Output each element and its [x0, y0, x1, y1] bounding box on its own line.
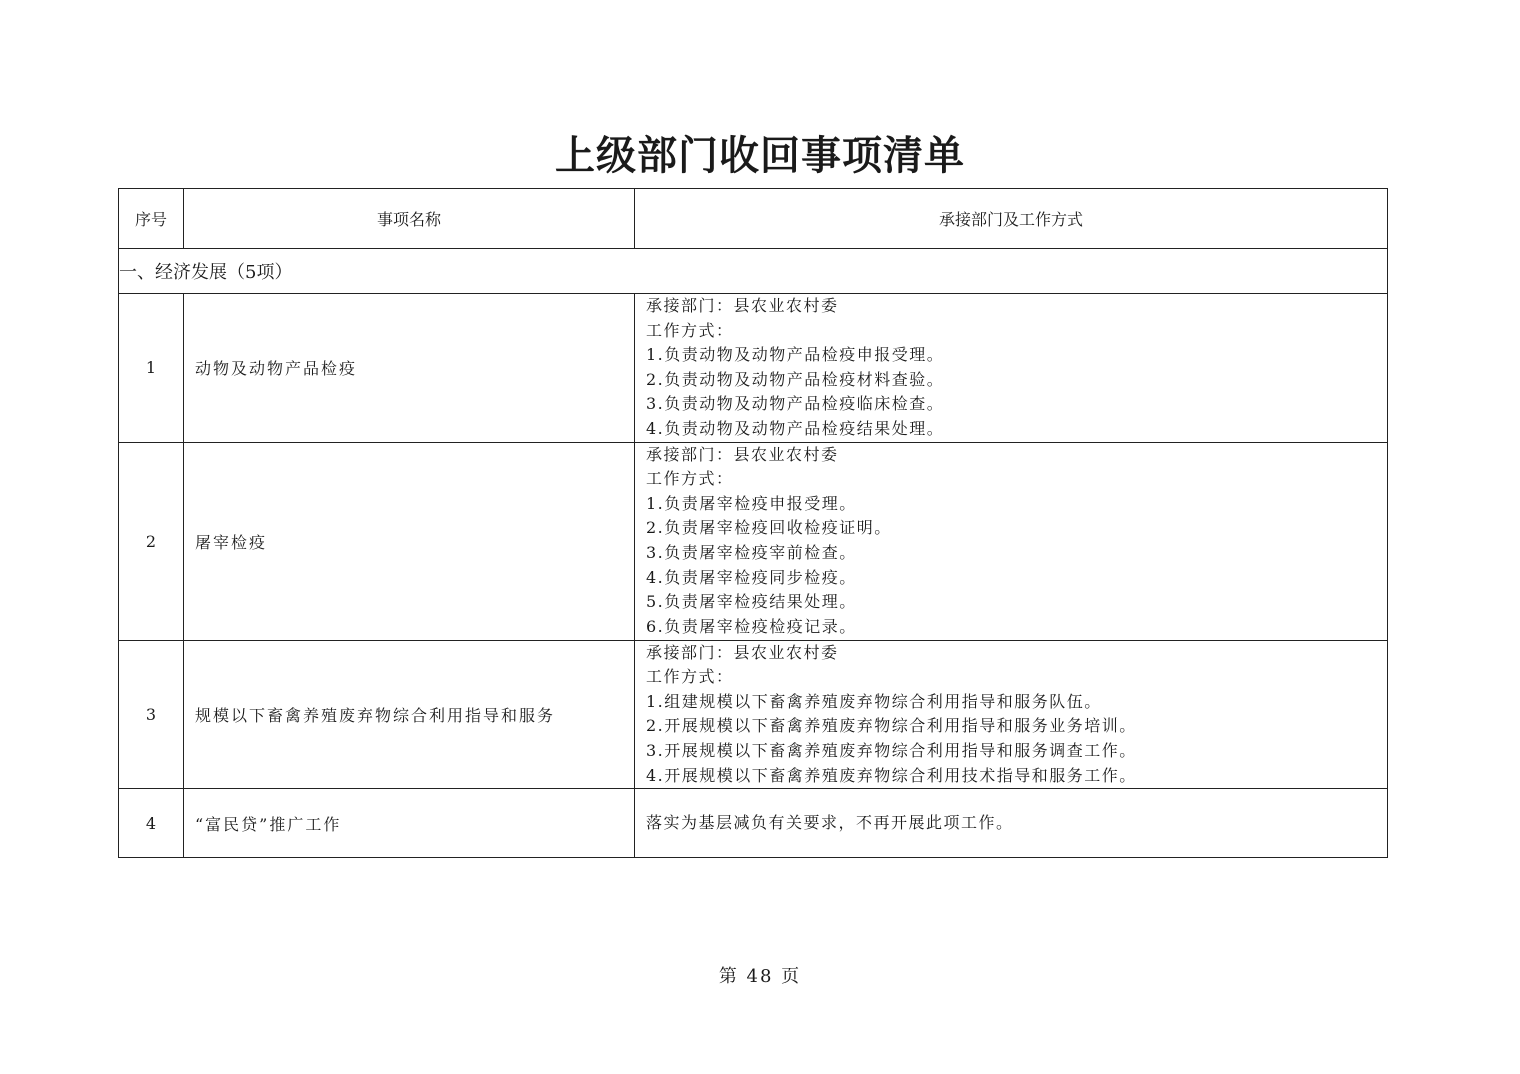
row-name: 屠宰检疫: [184, 442, 635, 640]
dept-line: 承接部门：县农业农村委: [646, 444, 839, 464]
table-header-row: [119, 189, 1388, 249]
row-dept: [635, 640, 1388, 789]
dept-line: 3.负责屠宰检疫宰前检查。: [646, 543, 857, 563]
dept-line: 1.负责屠宰检疫申报受理。: [646, 493, 857, 513]
dept-line: 工作方式：: [646, 320, 734, 340]
row-name: 规模以下畜禽养殖废弃物综合利用指导和服务: [184, 640, 635, 789]
dept-line: 4.负责屠宰检疫同步检疫。: [646, 567, 857, 587]
page-title: 上级部门收回事项清单: [555, 132, 965, 179]
dept-line: 5.负责屠宰检疫结果处理。: [646, 592, 857, 612]
row-name: “富民贷”推广工作: [184, 789, 635, 858]
dept-line: 4.开展规模以下畜禽养殖废弃物综合利用技术指导和服务工作。: [646, 765, 1137, 785]
row-seq: 3: [119, 640, 184, 789]
row-dept: [635, 294, 1388, 443]
dept-line: 工作方式：: [646, 469, 734, 489]
items-table: [118, 188, 1388, 858]
row-seq: 2: [119, 442, 184, 640]
dept-line: 3.开展规模以下畜禽养殖废弃物综合利用指导和服务调查工作。: [646, 740, 1137, 760]
dept-line: 落实为基层减负有关要求，不再开展此项工作。: [646, 812, 1014, 832]
dept-line: 2.开展规模以下畜禽养殖废弃物综合利用指导和服务业务培训。: [646, 716, 1137, 736]
row-dept: [635, 789, 1388, 858]
table-row: [119, 789, 1388, 858]
row-dept: [635, 442, 1388, 640]
row-seq: 4: [119, 789, 184, 858]
header-seq: 序号: [119, 189, 184, 249]
dept-line: 2.负责屠宰检疫回收检疫证明。: [646, 518, 892, 538]
dept-line: 1.负责动物及动物产品检疫申报受理。: [646, 345, 945, 365]
dept-line: 2.负责动物及动物产品检疫材料查验。: [646, 369, 945, 389]
dept-line: 承接部门：县农业农村委: [646, 642, 839, 662]
page-number: 第 48 页: [718, 966, 802, 987]
dept-line: 承接部门：县农业农村委: [646, 296, 839, 315]
dept-line: 3.负责动物及动物产品检疫临床检查。: [646, 394, 945, 414]
row-seq: 1: [119, 294, 184, 443]
header-name: 事项名称: [184, 189, 635, 249]
header-dept: 承接部门及工作方式: [635, 189, 1388, 249]
dept-line: 1.组建规模以下畜禽养殖废弃物综合利用指导和服务队伍。: [646, 691, 1102, 711]
dept-line: 工作方式：: [646, 667, 734, 687]
table-row: [119, 640, 1388, 789]
section-row: [119, 249, 1388, 294]
section-title: 一、经济发展（5项）: [119, 249, 1388, 294]
table-row: [119, 442, 1388, 640]
dept-line: 4.负责动物及动物产品检疫结果处理。: [646, 418, 945, 438]
row-name: 动物及动物产品检疫: [184, 294, 635, 443]
table-row: [119, 294, 1388, 443]
dept-line: 6.负责屠宰检疫检疫记录。: [646, 616, 857, 636]
